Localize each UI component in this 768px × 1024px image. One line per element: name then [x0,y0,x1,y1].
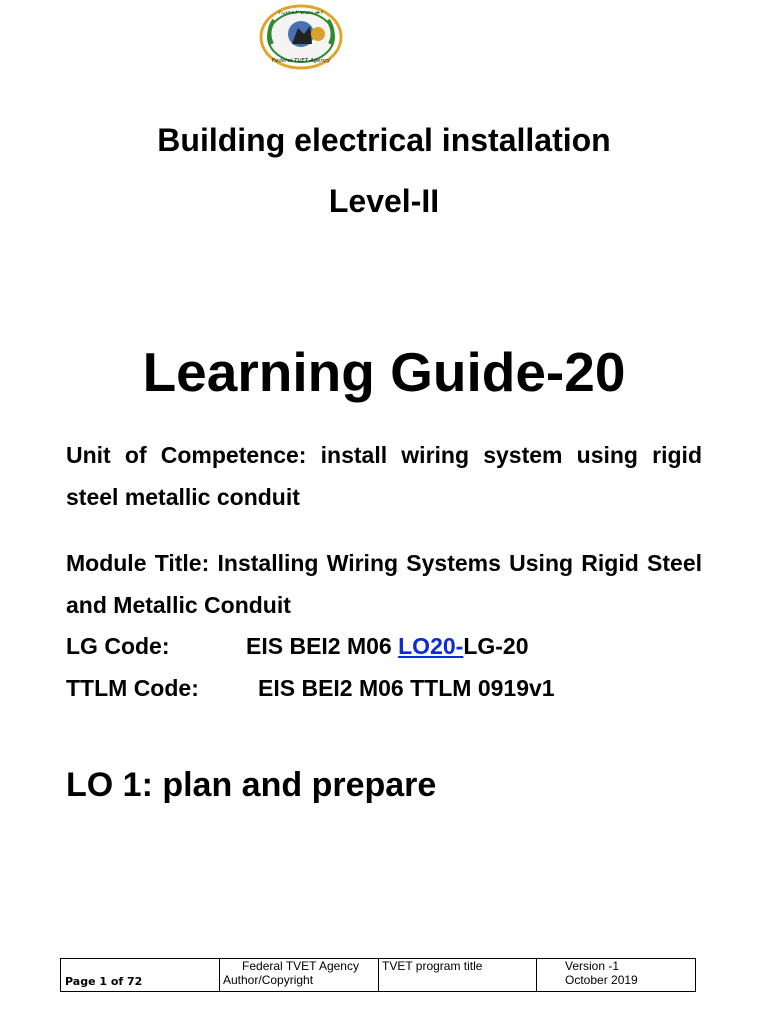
module-title: Module Title: Installing Wiring Systems Using Rigid Steel and Metallic Conduit [66,550,702,618]
ttlm-code-label: TTLM Code: [66,675,199,701]
ttlm-code-line [66,675,555,702]
lg-code-prefix: EIS BEI2 M06 [246,633,399,659]
footer-author-copyright: Author/Copyright [223,973,314,987]
course-level: Level-II [328,183,440,219]
page-number: Page 1 of 72 [61,959,220,992]
unit-of-competence: Unit of Competence: install wiring system using rigid steel metallic conduit [66,442,702,510]
federal-tvet-agency-logo [258,4,344,70]
lo-heading: LO 1: plan and prepare [66,766,437,804]
ttlm-code-value: EIS BEI2 M06 TTLM 0919v1 [258,675,555,701]
lg-code-value [246,633,529,660]
footer-program-title: TVET program title [379,959,537,992]
footer-date: October 2019 [565,973,638,987]
lg-code-suffix: LG-20 [463,633,529,659]
logo-arc-text: የኢትዮጵያ ቴክኒክና ሙያ [278,10,324,16]
lg-code-label: LG Code: [66,633,170,659]
lg-code-line [66,633,529,660]
learning-guide-title: Learning Guide-20 [142,341,626,403]
footer-agency [220,959,379,992]
footer-agency-name: Federal TVET Agency [242,959,359,973]
page-footer [60,958,696,992]
logo-caption: Federal TVET Agency [271,58,331,64]
footer-version [537,959,696,992]
footer-version-label: Version -1 [565,959,620,973]
lg-code-link[interactable]: LO20- [398,633,464,659]
course-title: Building electrical installation [157,122,611,158]
